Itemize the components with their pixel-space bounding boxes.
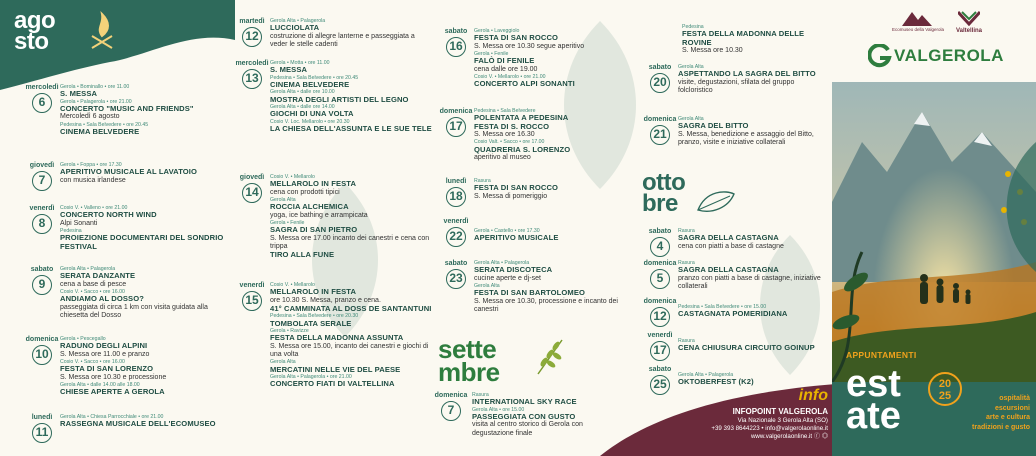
event-location: Gerola Alta — [270, 359, 296, 366]
ecomuseo-logo-icon — [902, 10, 932, 26]
event-description: S. Messa ore 15.00, incanto dei canestri e giochi di una volta — [270, 342, 429, 359]
event-description: cena dalle ore 19.00 — [474, 65, 538, 73]
event-location: Rasura — [678, 260, 695, 266]
event-title: QUADRERIA S. LORENZO — [474, 144, 571, 154]
event-title: SAGRA DELLA CASTAGNA — [678, 265, 779, 275]
event-description: S. Messa, benedizione e assaggio del Bitto, pranzo, visite e iniziative collaterali — [678, 130, 814, 146]
chestnut-leaf-icon — [696, 188, 736, 216]
date-badge: 8 — [32, 214, 52, 234]
event-title: CASTAGNATA POMERIDIANA — [678, 309, 788, 319]
weekday-label: venerdì — [29, 205, 55, 212]
event-ottobre-day-12 — [642, 298, 830, 327]
weekday-label: domenica — [439, 108, 473, 115]
event-title: OKTOBERFEST (K2) — [678, 377, 754, 387]
event-location: Gerola Alta • Palagerola — [678, 372, 734, 378]
event-title: CENA CHIUSURA CIRCUITO GOINUP — [678, 343, 815, 353]
infopoint-contact: +39 393 8644223 • info@valgerolaonline.it — [711, 425, 828, 432]
event-title: FESTA DI SAN LORENZO — [60, 364, 154, 374]
weekday-label: sabato — [444, 28, 468, 35]
event-description: cucine aperte e dj-set — [474, 274, 541, 282]
event-location: Gerola Alta • Palagerola — [474, 260, 530, 266]
event-location: Gerola • Fenile — [474, 51, 509, 57]
info-heading: info — [798, 387, 828, 404]
event-description: costruzione di allegre lanterne e passeggiata a veder le stelle cadenti — [270, 32, 415, 48]
event-location: Gerola • Bominallo • ore 11.00 — [60, 84, 130, 90]
event-ottobre-day-5 — [642, 260, 830, 291]
event-location: Gerola Alta • dalle 14.00 alle 18.00 — [60, 382, 140, 388]
date-badge: 4 — [650, 237, 670, 257]
event-description: S. Messa ore 10.30 — [682, 47, 743, 55]
event-day-15 — [234, 282, 434, 389]
event-title: MERCATINI NELLE VIE DEL PAESE — [270, 364, 401, 374]
event-title: LUCCIOLATA — [270, 23, 320, 33]
event-day-13 — [234, 60, 434, 134]
event-description: con musica irlandese — [60, 176, 126, 184]
event-location: Pedesina — [60, 228, 82, 234]
brand-header — [832, 0, 1036, 82]
event-title: CONCERTO FIATI DI VALTELLINA — [270, 379, 395, 389]
event-day-17 — [438, 108, 626, 162]
event-location: Pedesina • Sala Belvedere — [474, 108, 536, 114]
event-description: cena con piatti a base di castagne — [678, 242, 784, 250]
event-title: SAGRA DI SAN PIETRO — [270, 225, 358, 235]
valgerola-logo: VALGEROLA — [894, 46, 1004, 65]
event-location: Rasura — [678, 228, 695, 234]
event-location: Gerola Alta — [678, 64, 704, 70]
event-location: Gerola • Palagerola • ore 21.00 — [60, 98, 132, 105]
weekday-label: domenica — [643, 260, 677, 267]
event-location: Pedesina • Sala Belvedere • ore 15.00 — [678, 304, 767, 310]
date-badge: 15 — [242, 291, 262, 311]
event-location: Cosio V. • Mellarolo — [270, 282, 315, 288]
date-badge: 20 — [650, 73, 670, 93]
event-day-12 — [234, 18, 434, 49]
weekday-label: mercoledì — [25, 84, 59, 91]
event-title: FESTA DELLA MADONNA ASSUNTA — [270, 333, 404, 343]
event-description: visita al centro storico di Gerola con degustazione finale — [472, 421, 583, 437]
event-title: TIRO ALLA FUNE — [270, 250, 335, 260]
website-link[interactable]: www.valgerolaonline.it — [750, 433, 813, 440]
date-badge: 25 — [650, 375, 670, 395]
event-location: Gerola • Castello • ore 17.30 — [474, 228, 540, 234]
event-day-22 — [438, 218, 626, 247]
event-title: TOMBOLATA SERALE — [270, 318, 352, 328]
valgerola-g-icon — [868, 44, 892, 68]
date-badge: 22 — [446, 227, 466, 247]
event-description: visite, degustazioni, sfilata del gruppo folcloristico — [678, 78, 795, 94]
event-location: Gerola Alta — [270, 197, 296, 203]
date-badge: 21 — [650, 125, 670, 145]
event-title: SAGRA DEL BITTO — [678, 121, 749, 131]
date-badge: 12 — [242, 27, 262, 47]
event-title: ROCCIA ALCHEMICA — [270, 202, 349, 212]
event-title: GIOCHI DI UNA VOLTA — [270, 109, 354, 119]
event-location: Cosio V. • Mellarolo — [270, 174, 315, 180]
info-panel — [696, 388, 828, 441]
infopoint-name: INFOPOINT VALGEROLA — [732, 407, 828, 416]
month-title-settembre: sette mbre — [438, 334, 500, 387]
event-location: Gerola Alta • dalle ore 10.00 — [270, 89, 335, 96]
event-ottobre-day-4 — [642, 228, 830, 257]
event-description: ore 10.30 S. Messa, pranzo e cena. — [270, 296, 381, 304]
event-location: Rasura — [472, 392, 489, 398]
weekday-label: sabato — [30, 266, 54, 273]
event-location: Pedesina • Sala Belvedere • ore 20.30 — [270, 313, 359, 320]
event-location: Gerola Alta • Palagerola • ore 21.00 — [270, 374, 352, 381]
event-day-8 — [24, 205, 234, 251]
event-title: MELLAROLO IN FESTA — [270, 287, 357, 297]
event-title: PASSEGGIATA CON GUSTO — [472, 412, 576, 421]
weekday-label: lunedì — [31, 414, 53, 421]
weekday-label: giovedì — [29, 162, 55, 169]
event-location: Gerola Alta • ore 15.00 — [472, 406, 525, 413]
event-title: CINEMA BELVEDERE — [60, 127, 140, 136]
event-location: Gerola Alta • Chiesa Parrocchiale • ore 21.00 — [60, 414, 164, 420]
date-badge: 12 — [650, 307, 670, 327]
event-title: FESTA DI SAN ROCCO — [474, 183, 559, 193]
event-settembre-day-7 — [430, 392, 618, 438]
event-location: Pedesina • Sala Belvedere • ore 20.45 — [270, 74, 359, 81]
weekday-label: lunedì — [445, 178, 467, 185]
event-title: FESTA DI SAN BARTOLOMEO — [474, 288, 586, 298]
event-location: Gerola • Foppa • ore 17.30 — [60, 162, 122, 168]
event-day-18 — [438, 178, 626, 207]
event-day-7 — [24, 162, 234, 191]
event-title: POLENTATA A PEDESINA — [474, 113, 569, 123]
event-description: S. Messa ore 16.30 — [474, 131, 535, 139]
event-title: ASPETTANDO LA SAGRA DEL BITTO — [678, 69, 816, 79]
event-day-20 — [642, 64, 830, 95]
event-title: CHIESE APERTE A GEROLA — [60, 387, 165, 397]
event-ottobre-day-17 — [642, 332, 830, 361]
valtellina-logo-icon — [958, 10, 980, 26]
event-title: FESTA DI S. ROCCO — [474, 121, 550, 131]
event-title: APERITIVO MUSICALE AL LAVATOIO — [60, 167, 198, 177]
date-badge: 17 — [446, 117, 466, 137]
event-title: SERATA DISCOTECA — [474, 265, 553, 275]
event-description: pranzo con piatti a base di castagne, iniziative collaterali — [678, 274, 821, 290]
date-badge: 16 — [446, 37, 466, 57]
weekday-label: martedì — [239, 18, 265, 25]
date-badge: 5 — [650, 269, 670, 289]
event-location: Rasura — [474, 178, 491, 184]
event-day-6 — [24, 84, 234, 136]
event-title: RADUNO DEGLI ALPINI — [60, 341, 148, 351]
event-title: FESTA DELLA MADONNA DELLE ROVINE — [682, 29, 805, 47]
wheat-icon — [534, 336, 568, 376]
event-title: CINEMA BELVEDERE — [270, 80, 350, 89]
event-title: PROIEZIONE DOCUMENTARI DEL SONDRIO FESTIVAL — [60, 233, 224, 251]
event-description: S. Messa ore 11.00 e pranzo — [60, 350, 150, 358]
weekday-label: domenica — [25, 336, 59, 343]
event-title: MELLAROLO IN FESTA — [270, 179, 357, 189]
event-location: Cosio Valt. • Sacco • ore 17.00 — [474, 139, 545, 146]
event-location: Rasura — [678, 338, 695, 344]
estate-title: est ate — [846, 363, 901, 437]
event-location: Cosio V. Loc. Mellarolo • ore 20.30 — [270, 118, 350, 125]
date-badge: 10 — [32, 345, 52, 365]
event-location: Gerola Alta • Palagerola — [60, 266, 116, 272]
appuntamenti-label: APPUNTAMENTI — [846, 350, 917, 360]
event-title: MOSTRA DEGLI ARTISTI DEL LEGNO — [270, 94, 409, 104]
event-title: FESTA DI SAN ROCCO — [474, 33, 559, 43]
estate-poster — [832, 82, 1036, 456]
event-title: CONCERTO NORTH WIND — [60, 210, 157, 220]
event-location: Gerola Alta • dalle ore 14.00 — [270, 104, 335, 111]
event-description: S. Messa ore 10.30 e processione — [60, 373, 167, 381]
event-day-11 — [24, 414, 234, 443]
event-location: Gerola Alta — [474, 283, 500, 289]
date-badge: 6 — [32, 93, 52, 113]
event-description: cena a base di pesce — [60, 280, 127, 288]
event-description: passeggiata di circa 1 km con visita guidata alla chiesetta del Dosso — [60, 303, 208, 319]
date-badge: 9 — [32, 275, 52, 295]
date-badge: 13 — [242, 69, 262, 89]
event-description: S. Messa ore 10.30 segue aperitivo — [474, 42, 585, 50]
event-title: APERITIVO MUSICALE — [474, 233, 559, 243]
weekday-label: venerdì — [239, 282, 265, 289]
event-location: Gerola Alta — [678, 116, 704, 122]
event-location: Cosio V. • Sacco • ore 16.00 — [60, 289, 125, 295]
event-location: Gerola • Laveggiolo — [474, 28, 520, 34]
event-day-9 — [24, 266, 234, 320]
event-title: SAGRA DELLA CASTAGNA — [678, 233, 779, 243]
date-badge: 7 — [441, 401, 461, 421]
event-description: Mercoledì 6 agosto — [60, 113, 120, 121]
event-day-21 — [642, 116, 830, 147]
event-madonna-delle-rovine — [682, 24, 832, 55]
weekday-label: sabato — [648, 366, 672, 373]
date-badge: 23 — [446, 269, 466, 289]
event-title: LA CHIESA DELL'ASSUNTA E LE SUE TELE — [270, 124, 432, 134]
event-day-23 — [438, 260, 626, 314]
ecomuseo-label: Ecomuseo della Valgerola — [892, 27, 944, 32]
year-badge: 20 25 — [928, 372, 962, 406]
instagram-icon[interactable]: ◎ — [821, 433, 828, 440]
event-day-10 — [24, 336, 234, 397]
date-badge: 14 — [242, 183, 262, 203]
event-title: RASSEGNA MUSICALE DELL'ECOMUSEO — [60, 419, 216, 429]
event-location: Gerola • Motta • ore 11.00 — [270, 60, 330, 66]
weekday-label: sabato — [444, 260, 468, 267]
event-location: Gerola • Pescegallo — [60, 336, 106, 342]
weekday-label: venerdì — [647, 332, 673, 339]
event-title: S. MESSA — [60, 89, 98, 99]
event-description: aperitivo al museo — [474, 154, 531, 162]
event-location: Gerola Alta • Palagerola — [270, 18, 326, 24]
event-title: 41° CAMMINATA AL DOSS DE SANTANTUNI — [270, 304, 432, 313]
event-location: Cosio V. • Valleno • ore 21.00 — [60, 205, 128, 211]
valtellina-label: Valtellina — [955, 28, 982, 34]
date-badge: 17 — [650, 341, 670, 361]
event-title: S. MESSA — [270, 65, 308, 75]
infopoint-web — [696, 433, 828, 441]
event-title: CONCERTO "MUSIC AND FRIENDS" — [60, 104, 194, 113]
event-description: S. Messa ore 17.00 incanto dei canestri e cena con trippa — [270, 234, 430, 250]
event-location: Pedesina • Sala Belvedere • ore 20.45 — [60, 121, 149, 128]
infopoint-address: Via Nazionale 3 Gerola Alta (SO) — [737, 417, 828, 424]
event-location: Pedesina — [682, 24, 704, 30]
facebook-icon[interactable]: ⓕ — [813, 433, 821, 440]
weekday-label: sabato — [648, 64, 672, 71]
event-location: Cosio V. • Mellarolo • ore 21.00 — [474, 74, 546, 80]
month-title-ottobre: otto bre — [642, 169, 686, 218]
event-title: SERATA DANZANTE — [60, 271, 136, 281]
weekday-label: venerdì — [443, 218, 469, 225]
weekday-label: domenica — [434, 392, 468, 399]
event-description: S. Messa di pomeriggio — [474, 192, 548, 200]
event-location: Gerola • Ravizze — [270, 328, 309, 335]
event-description: S. Messa ore 10.30, processione e incanto dei canestri — [474, 297, 618, 313]
event-description: Alpi Sonanti — [60, 219, 98, 227]
event-title: INTERNATIONAL SKY RACE — [472, 397, 577, 407]
month-title-agosto: ago sto — [14, 7, 56, 56]
date-badge: 18 — [446, 187, 466, 207]
event-title: ANDIAMO AL DOSSO? — [60, 294, 144, 304]
weekday-label: mercoledì — [235, 60, 269, 67]
weekday-label: domenica — [643, 116, 677, 123]
event-location: Gerola • Fenile — [270, 220, 305, 226]
weekday-label: giovedì — [239, 174, 265, 181]
event-description: yoga, ice bathing e arrampicata — [270, 211, 368, 219]
date-badge: 7 — [32, 171, 52, 191]
weekday-label: sabato — [648, 228, 672, 235]
event-day-16 — [438, 28, 626, 89]
event-title: CONCERTO ALPI SONANTI — [474, 79, 575, 89]
weekday-label: domenica — [643, 298, 677, 305]
date-badge: 11 — [32, 423, 52, 443]
event-title: FALÒ DI FENILE — [474, 56, 535, 66]
poster-tags: ospitalità escursioni arte e cultura tradizioni e gusto — [972, 395, 1030, 431]
event-description: cena con prodotti tipici — [270, 188, 340, 196]
event-location: Cosio V. • Sacco • ore 16.00 — [60, 359, 125, 365]
event-day-14 — [234, 174, 434, 260]
